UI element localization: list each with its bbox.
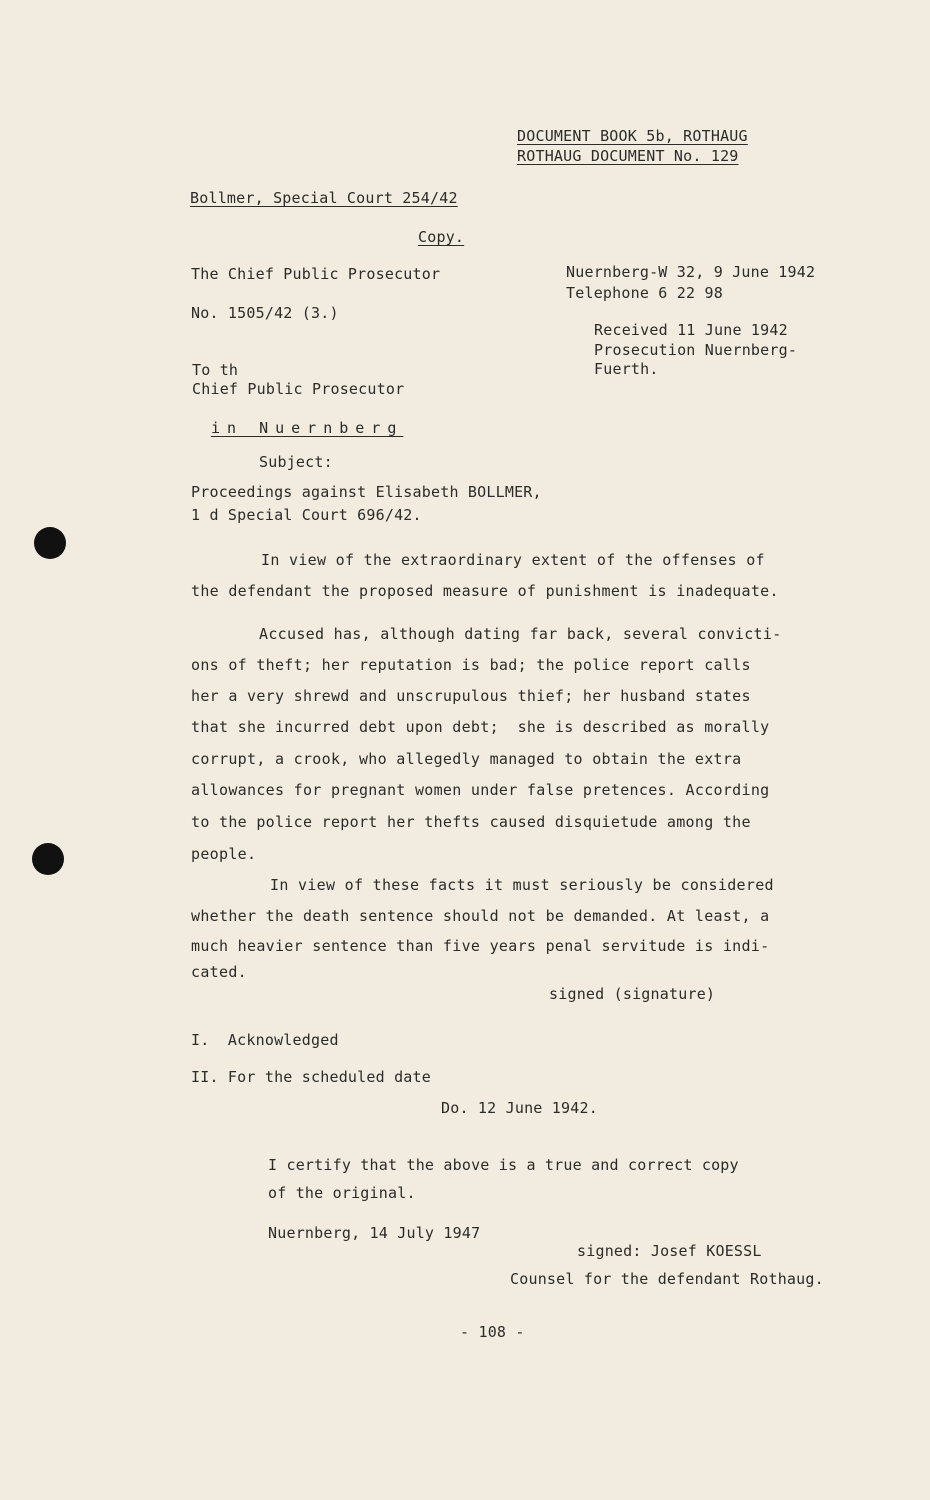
sender-title: The Chief Public Prosecutor [191,265,441,283]
recipient-line2: Chief Public Prosecutor [192,380,405,398]
body-line: her a very shrewd and unscrupulous thief; her husband states [191,687,751,705]
body-line: that she incurred debt upon debt; she is described as morally [191,718,770,736]
subject-line1: Proceedings against Elisabeth BOLLMER, [191,483,542,501]
body-line: much heavier sentence than five years penal servitude is indi- [191,937,770,955]
page-number: - 108 - [460,1323,525,1341]
certification-role: Counsel for the defendant Rothaug. [510,1270,824,1288]
body-line: ons of theft; her reputation is bad; the police report calls [191,656,751,674]
body-line: In view of these facts it must seriously be considered [270,876,774,894]
copy-label: Copy. [418,228,465,246]
body-line: whether the death sentence should not be demanded. At least, a [191,907,770,925]
doc-ref-line2: ROTHAUG DOCUMENT No. 129 [517,147,739,165]
doc-ref-line1: DOCUMENT BOOK 5b, ROTHAUG [517,127,748,145]
body-line: In view of the extraordinary extent of the offenses of [261,551,765,569]
punch-hole-icon [32,843,64,875]
body-line: allowances for pregnant women under false pretences. According [191,781,770,799]
action-item-2: II. For the scheduled date [191,1068,431,1086]
body-line: to the police report her thefts caused disquietude among the [191,813,751,831]
place-date-line1: Nuernberg-W 32, 9 June 1942 [566,263,816,281]
case-reference: Bollmer, Special Court 254/42 [190,189,458,207]
certification-line2: of the original. [268,1184,416,1202]
subject-label: Subject: [259,453,333,471]
received-line1: Received 11 June 1942 [594,321,788,339]
certification-place-date: Nuernberg, 14 July 1947 [268,1224,481,1242]
signed-signature: signed (signature) [549,985,716,1003]
subject-line2: 1 d Special Court 696/42. [191,506,422,524]
certification-line1: I certify that the above is a true and correct copy [268,1156,739,1174]
action-item-1: I. Acknowledged [191,1031,339,1049]
action-date: Do. 12 June 1942. [441,1099,598,1117]
sender-number: No. 1505/42 (3.) [191,304,339,322]
body-line: the defendant the proposed measure of punishment is inadequate. [191,582,779,600]
certification-signed: signed: Josef KOESSL [577,1242,762,1260]
body-line: cated. [191,963,247,981]
recipient-line1: To th [192,361,239,379]
received-line3: Fuerth. [594,360,659,378]
body-line: corrupt, a crook, who allegedly managed to obtain the extra [191,750,742,768]
body-line: Accused has, although dating far back, several convicti- [259,625,782,643]
punch-hole-icon [34,527,66,559]
recipient-city: in Nuernberg [211,419,404,437]
place-date-line2: Telephone 6 22 98 [566,284,723,302]
body-line: people. [191,845,257,863]
received-line2: Prosecution Nuernberg- [594,341,798,359]
